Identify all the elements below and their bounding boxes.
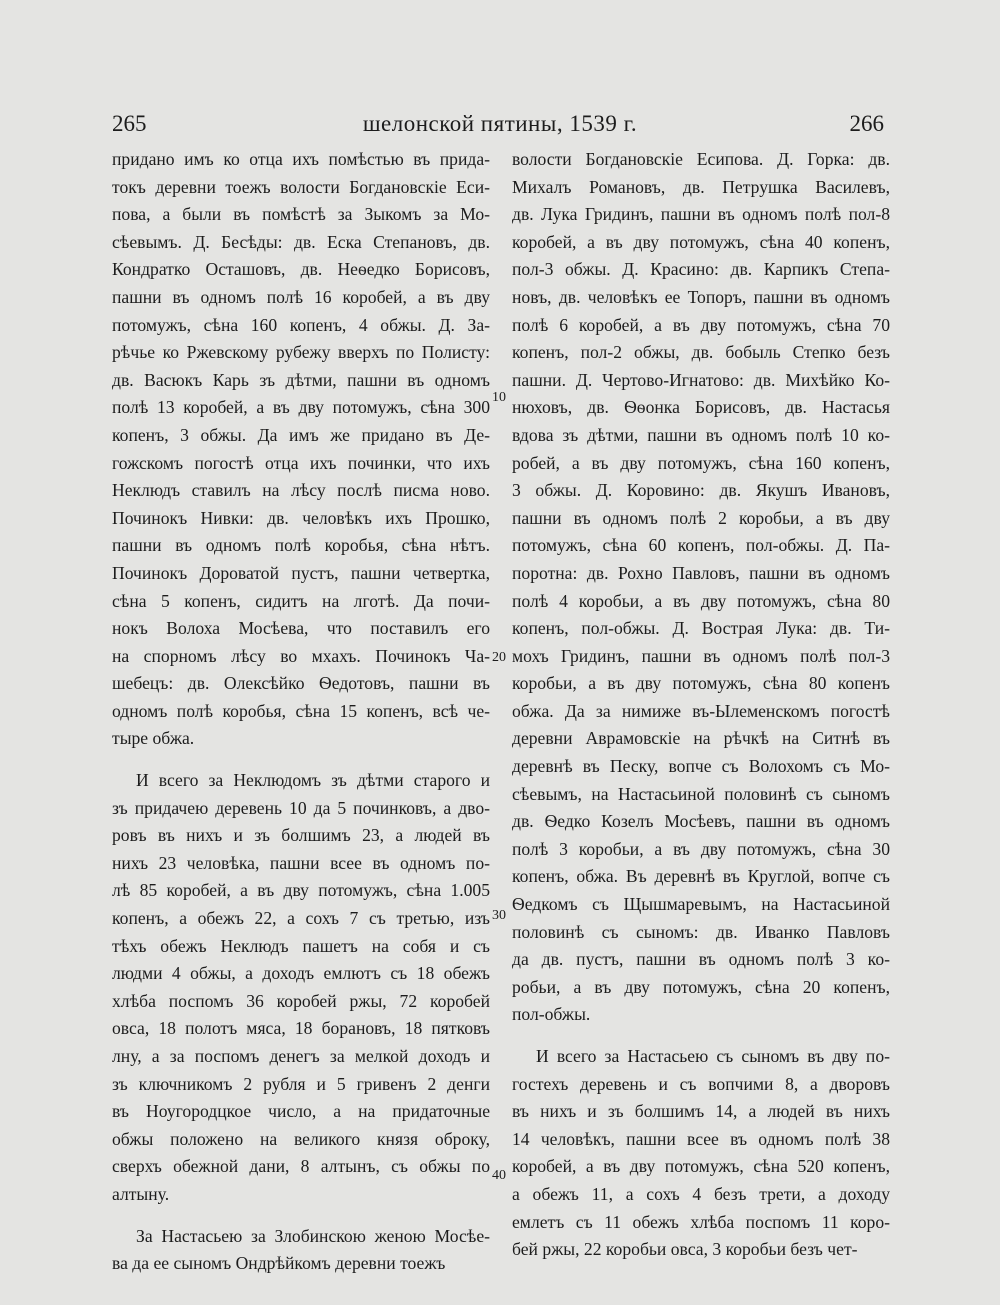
text-line: обжы положено на великого князя оброку,	[112, 1128, 490, 1149]
text-line: тѣхъ обежъ Неклюдъ пашетъ на собя и съ	[112, 935, 490, 956]
text-line: деревни Аврамовскіе на рѣчкѣ на Ситнѣ въ	[512, 728, 890, 749]
text-line: одномъ полѣ коробья, сѣна 15 копенъ, всѣ че-	[112, 700, 490, 721]
text-line: лну, а за поспомъ денегъ за мелкой доходъ и	[112, 1046, 490, 1066]
text-line: зъ ключникомъ 2 рубля и 5 гривенъ 2 денги	[112, 1073, 490, 1094]
text-line: коробей, а въ дву потомужъ, сѣна 40 копенъ,	[512, 231, 890, 252]
text-line: ва да ее сыномъ Ондрѣйкомъ деревни тоежъ	[112, 1253, 446, 1274]
text-line: 3 обжы. Д. Коровино: дв. Якушъ Ивановъ,	[512, 480, 890, 501]
text-line: потомужъ, сѣна 160 копенъ, 4 обжы. Д. За-	[112, 314, 490, 335]
text-line: сверхъ обежной дани, 8 алтынъ, съ обжы по	[112, 1156, 490, 1177]
text-line: тыре обжа.	[112, 728, 195, 749]
text-line: коробьи, а въ дву потомужъ, сѣна 80 копенъ	[512, 673, 890, 694]
text-line: а обежъ 11, а сохъ 4 безъ трети, а доходу	[512, 1183, 890, 1204]
paragraph-gap	[112, 753, 490, 767]
text-line: пашни въ одномъ полѣ коробья, сѣна нѣтъ.	[112, 535, 490, 556]
text-line: вдова зъ дѣтми, пашни въ одномъ полѣ 10 ко-	[512, 424, 890, 445]
paragraph-gap	[512, 1029, 890, 1043]
text-line: новъ, дв. человѣкъ ее Топоръ, пашни въ одномъ	[512, 286, 890, 307]
text-line: придано имъ ко отца ихъ помѣстью въ прида-	[112, 149, 490, 169]
text-line: И всего за Неклюдомъ зъ дѣтми старого и	[136, 770, 490, 791]
text-line: робей, а въ дву потомужъ, сѣна 160 копенъ,	[512, 452, 890, 473]
text-line: полѣ 4 коробьи, а въ дву потомужъ, сѣна 80	[512, 590, 890, 611]
text-line: поротна: дв. Рохно Павловъ, пашни въ одномъ	[512, 562, 890, 583]
text-line: сѣна 5 копенъ, сидитъ на лготѣ. Да почи-	[112, 590, 490, 611]
text-line: гостехъ деревень и съ вопчими 8, а дворовъ	[512, 1073, 890, 1094]
text-line: въ нихъ и зъ болшимъ 14, а людей въ нихъ	[512, 1101, 890, 1122]
text-line: копенъ, пол-2 обжы, дв. бобыль Степко безъ	[512, 342, 890, 363]
text-line: копенъ, обжа. Въ деревнѣ въ Круглой, вопче съ	[512, 866, 890, 887]
text-line: За Настасьею за Злобинскою женою Мосѣе-	[136, 1225, 490, 1246]
text-line: алтыну.	[112, 1183, 170, 1204]
page-number-left: 265	[112, 111, 147, 136]
text-line: овса, 18 полотъ мяса, 18 борановъ, 18 пятковъ	[112, 1018, 490, 1039]
text-line: ровъ въ нихъ и зъ болшимъ 23, а людей въ	[112, 825, 490, 846]
text-line: полѣ 13 коробей, а въ дву потомужъ, сѣна 300	[112, 397, 490, 418]
text-line: деревнѣ въ Песку, вопче съ Волохомъ съ Мо-	[512, 756, 890, 777]
text-line: Неклюдъ ставилъ на лѣсу послѣ писма ново.	[112, 480, 490, 501]
text-line: въ Ноугородцкое число, а на придаточные	[112, 1101, 490, 1122]
text-line: робьи, а въ дву потомужъ, сѣна 20 копенъ,	[512, 976, 890, 997]
line-number: 20	[492, 650, 506, 665]
text-line: дв. Лука Гридинъ, пашни въ одномъ полѣ пол-8	[512, 204, 890, 225]
text-line: рѣчье ко Ржевскому рубежу вверхъ по Полисту:	[112, 342, 490, 363]
line-number: 40	[492, 1168, 506, 1183]
text-line: Починокъ Дороватой пустъ, пашни четвертка,	[112, 562, 490, 583]
text-line: дв. Васюкъ Карь зъ дѣтми, пашни въ одномъ	[112, 369, 490, 390]
text-line: емлетъ съ 11 обежъ хлѣба поспомъ 11 коро-	[512, 1211, 890, 1232]
text-line: пашни въ одномъ полѣ 2 коробьи, а въ дву	[512, 507, 890, 528]
text-line: Михалъ Романовъ, дв. Петрушка Василевъ,	[512, 176, 890, 197]
text-line: полѣ 3 коробьи, а въ дву потомужъ, сѣна 30	[512, 838, 890, 859]
line-number: 10	[492, 390, 506, 405]
text-line: копенъ, 3 обжы. Да имъ же придано въ Де-	[112, 424, 490, 445]
right-column	[512, 146, 890, 1264]
text-line: Кондратко Осташовъ, дв. Неѳедко Борисовъ,	[112, 259, 490, 280]
text-line: шебецъ: дв. Олексѣйко Ѳедотовъ, пашни въ	[112, 673, 490, 694]
text-line: полѣ 6 коробей, а въ дву потомужъ, сѣна 70	[512, 314, 890, 335]
text-line: нихъ 23 человѣка, пашни всее въ одномъ по-	[112, 852, 490, 873]
text-line: нюховъ, дв. Ѳѳонка Борисовъ, дв. Настасья	[512, 397, 890, 418]
page-number-right: 266	[849, 111, 884, 136]
text-line: Починокъ Нивки: дв. человѣкъ ихъ Прошко,	[112, 507, 490, 528]
text-line: пол-обжы.	[512, 1004, 591, 1025]
text-line: токъ деревни тоежъ волости Богдановскіе Еси-	[112, 176, 490, 197]
text-line: лѣ 85 коробей, а въ дву потомужъ, сѣна 1.005	[112, 880, 490, 901]
text-line: пашни въ одномъ полѣ 16 коробей, а въ дву	[112, 286, 490, 307]
text-line: потомужъ, сѣна 60 копенъ, пол-обжы. Д. Па-	[512, 535, 890, 556]
paragraph-gap	[112, 1209, 490, 1223]
text-line: 14 человѣкъ, пашни всее въ одномъ полѣ 38	[512, 1128, 890, 1149]
running-title: шелонской пятины, 1539 г.	[362, 111, 638, 136]
text-line: пашни. Д. Чертово-Игнатово: дв. Михѣйко Ко-	[512, 369, 890, 390]
text-line: нокъ Волоха Мосѣева, что поставилъ его	[112, 618, 490, 639]
text-line: половинѣ съ сыномъ: дв. Иванко Павловъ	[512, 921, 890, 942]
text-line: пол-3 обжы. Д. Красино: дв. Карпикъ Степа-	[512, 259, 890, 280]
text-line: копенъ, а обежъ 22, а сохъ 7 съ третью, изъ	[112, 908, 490, 929]
text-line: копенъ, пол-обжы. Д. Вострая Лука: дв. Ти-	[512, 618, 890, 639]
text-line: сѣевымъ. Д. Бесѣды: дв. Еска Степановъ, дв.	[112, 231, 490, 252]
text-line: хлѣба поспомъ 36 коробей ржы, 72 коробей	[112, 990, 490, 1011]
text-line: И всего за Настасьею съ сыномъ въ дву по-	[536, 1046, 890, 1066]
text-line: гожскомъ погостѣ отца ихъ починки, что ихъ	[112, 452, 490, 473]
text-line: волости Богдановскіе Есипова. Д. Горка: дв.	[512, 149, 890, 169]
text-line: людми 4 обжы, а доходъ емлютъ съ 18 обежъ	[112, 963, 490, 984]
text-line: бей ржы, 22 коробьи овса, 3 коробьи безъ чет-	[512, 1239, 858, 1260]
text-line: мохъ Гридинъ, пашни въ одномъ полѣ пол-3	[512, 645, 890, 666]
text-line: зъ придачею деревень 10 да 5 починковъ, а дво-	[112, 797, 490, 818]
text-line: сѣевымъ, на Настасьиной половинѣ съ сыномъ	[512, 783, 890, 804]
text-line: пова, а были въ помѣстѣ за Зыкомъ за Мо-	[112, 204, 490, 225]
text-line: дв. Ѳедко Козелъ Мосѣевъ, пашни въ одномъ	[512, 811, 890, 832]
line-number: 30	[492, 908, 506, 923]
text-line: на спорномъ лѣсу во мхахъ. Починокъ Ча-	[112, 645, 490, 666]
text-line: коробей, а въ дву потомужъ, сѣна 520 копенъ,	[512, 1156, 890, 1177]
text-line: Ѳедкомъ съ Щышмаревымъ, на Настасьиной	[512, 894, 890, 915]
text-line: да дв. пустъ, пашни въ одномъ полѣ 3 ко-	[512, 949, 890, 970]
text-line: обжа. Да за нимиже въ-Ылеменскомъ погостѣ	[512, 700, 890, 721]
left-column	[112, 146, 490, 1278]
